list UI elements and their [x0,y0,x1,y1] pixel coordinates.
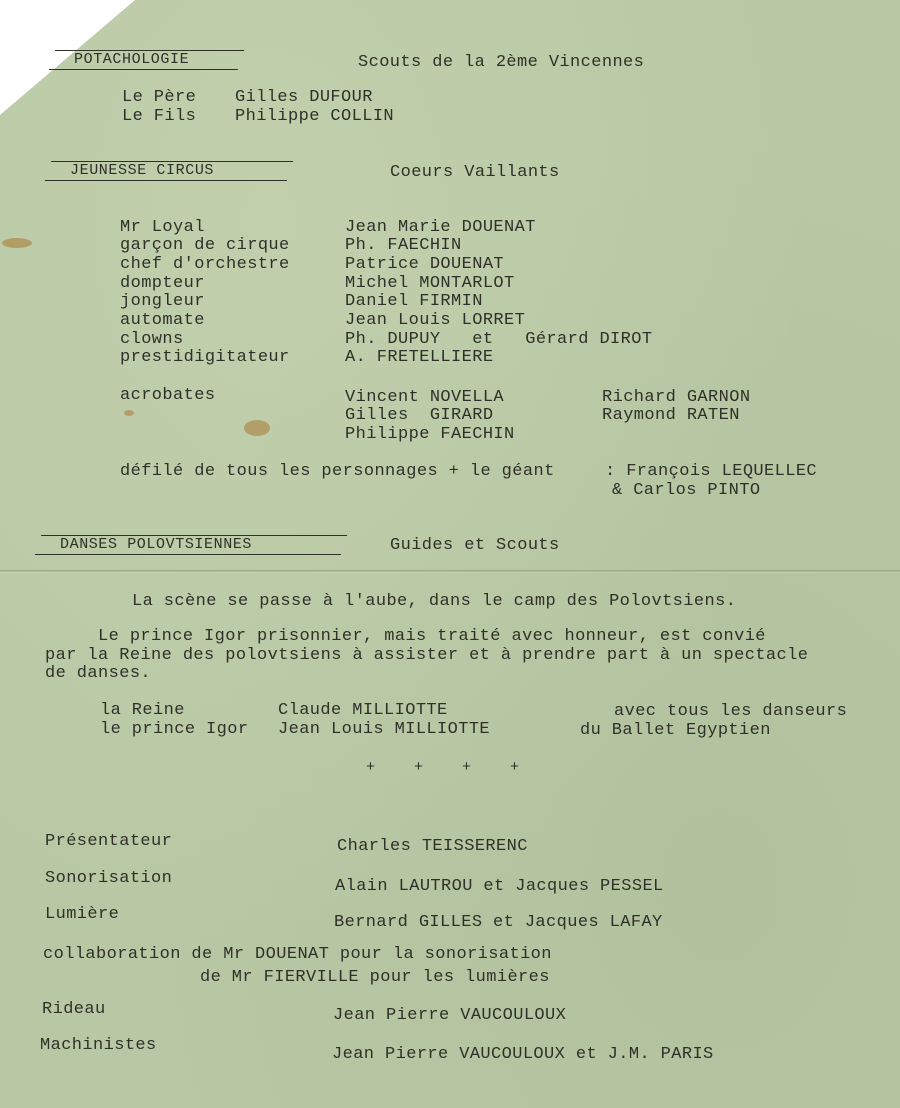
cast-role: le prince Igor [100,720,249,739]
dancers-note: du Ballet Egyptien [580,721,771,740]
section-group: Scouts de la 2ème Vincennes [358,53,645,72]
cast-name: Claude MILLIOTTE [278,701,448,720]
section-heading: POTACHOLOGIE [49,50,244,70]
cast-name: Ph. DUPUY et Gérard DIROT [345,330,653,349]
credit-name: Jean Pierre VAUCOULOUX [333,1006,567,1025]
role-name: Gilles DUFOUR [235,88,373,107]
acrobate-name: Philippe FAECHIN [345,425,515,444]
cast-role: prestidigitateur [120,348,290,367]
acrobate-name: Raymond RATEN [602,406,740,425]
cast-role: clowns [120,330,184,349]
cast-name: Jean Marie DOUENAT [345,218,536,237]
acrobate-name: Gilles GIRARD [345,406,494,425]
scene-text: La scène se passe à l'aube, dans le camp des Polovtsiens. [132,592,737,611]
collaboration-line: de Mr FIERVILLE pour les lumières [200,968,550,987]
cast-role: la Reine [100,701,185,720]
acrobate-name: Vincent NOVELLA [345,388,505,407]
collaboration-line: collaboration de Mr DOUENAT pour la sonorisation [43,945,552,964]
cast-name: Jean Louis LORRET [345,311,526,330]
stain [124,410,134,416]
cast-name: Ph. FAECHIN [345,236,462,255]
cast-role: jongleur [120,292,205,311]
fold-line [0,570,900,573]
acrobates-label: acrobates [120,386,216,405]
defile-text: défilé de tous les personnages + le géant [120,462,555,481]
credit-role: Présentateur [45,832,173,851]
cast-role: dompteur [120,274,205,293]
credit-role: Sonorisation [45,869,173,888]
credit-name: Charles TEISSERENC [337,837,528,856]
cast-role: garçon de cirque [120,236,290,255]
role-label: Le Père [122,88,197,107]
cast-name: Michel MONTARLOT [345,274,515,293]
cast-name: Patrice DOUENAT [345,255,505,274]
cast-name: Daniel FIRMIN [345,292,483,311]
credit-role: Lumière [45,905,120,924]
cast-role: Mr Loyal [120,218,205,237]
credit-name: Bernard GILLES et Jacques LAFAY [334,913,663,932]
cast-role: automate [120,311,205,330]
section-group: Coeurs Vaillants [390,163,560,182]
section-group: Guides et Scouts [390,536,560,555]
cast-name: Jean Louis MILLIOTTE [278,720,491,739]
credit-name: Alain LAUTROU et Jacques PESSEL [335,877,664,896]
dancers-note: avec tous les danseurs [614,702,848,721]
credit-name: Jean Pierre VAUCOULOUX et J.M. PARIS [332,1045,714,1064]
stain [244,420,270,436]
story-line: par la Reine des polovtsiens à assister et à prendre part à un spectacle [45,646,809,665]
separator: + + + + [366,759,523,776]
defile-name: & Carlos PINTO [612,481,761,500]
stain [2,238,32,248]
cast-role: chef d'orchestre [120,255,290,274]
acrobate-name: Richard GARNON [602,388,751,407]
role-label: Le Fils [122,107,197,126]
cast-name: A. FRETELLIERE [345,348,494,367]
credit-role: Rideau [42,1000,106,1019]
role-name: Philippe COLLIN [235,107,395,126]
section-heading: DANSES POLOVTSIENNES [35,535,347,555]
defile-name: : François LEQUELLEC [605,462,818,481]
credit-role: Machinistes [40,1036,157,1055]
story-line: de danses. [45,664,152,683]
section-heading: JEUNESSE CIRCUS [45,161,293,181]
story-line: Le prince Igor prisonnier, mais traité avec honneur, est convié [45,627,766,646]
